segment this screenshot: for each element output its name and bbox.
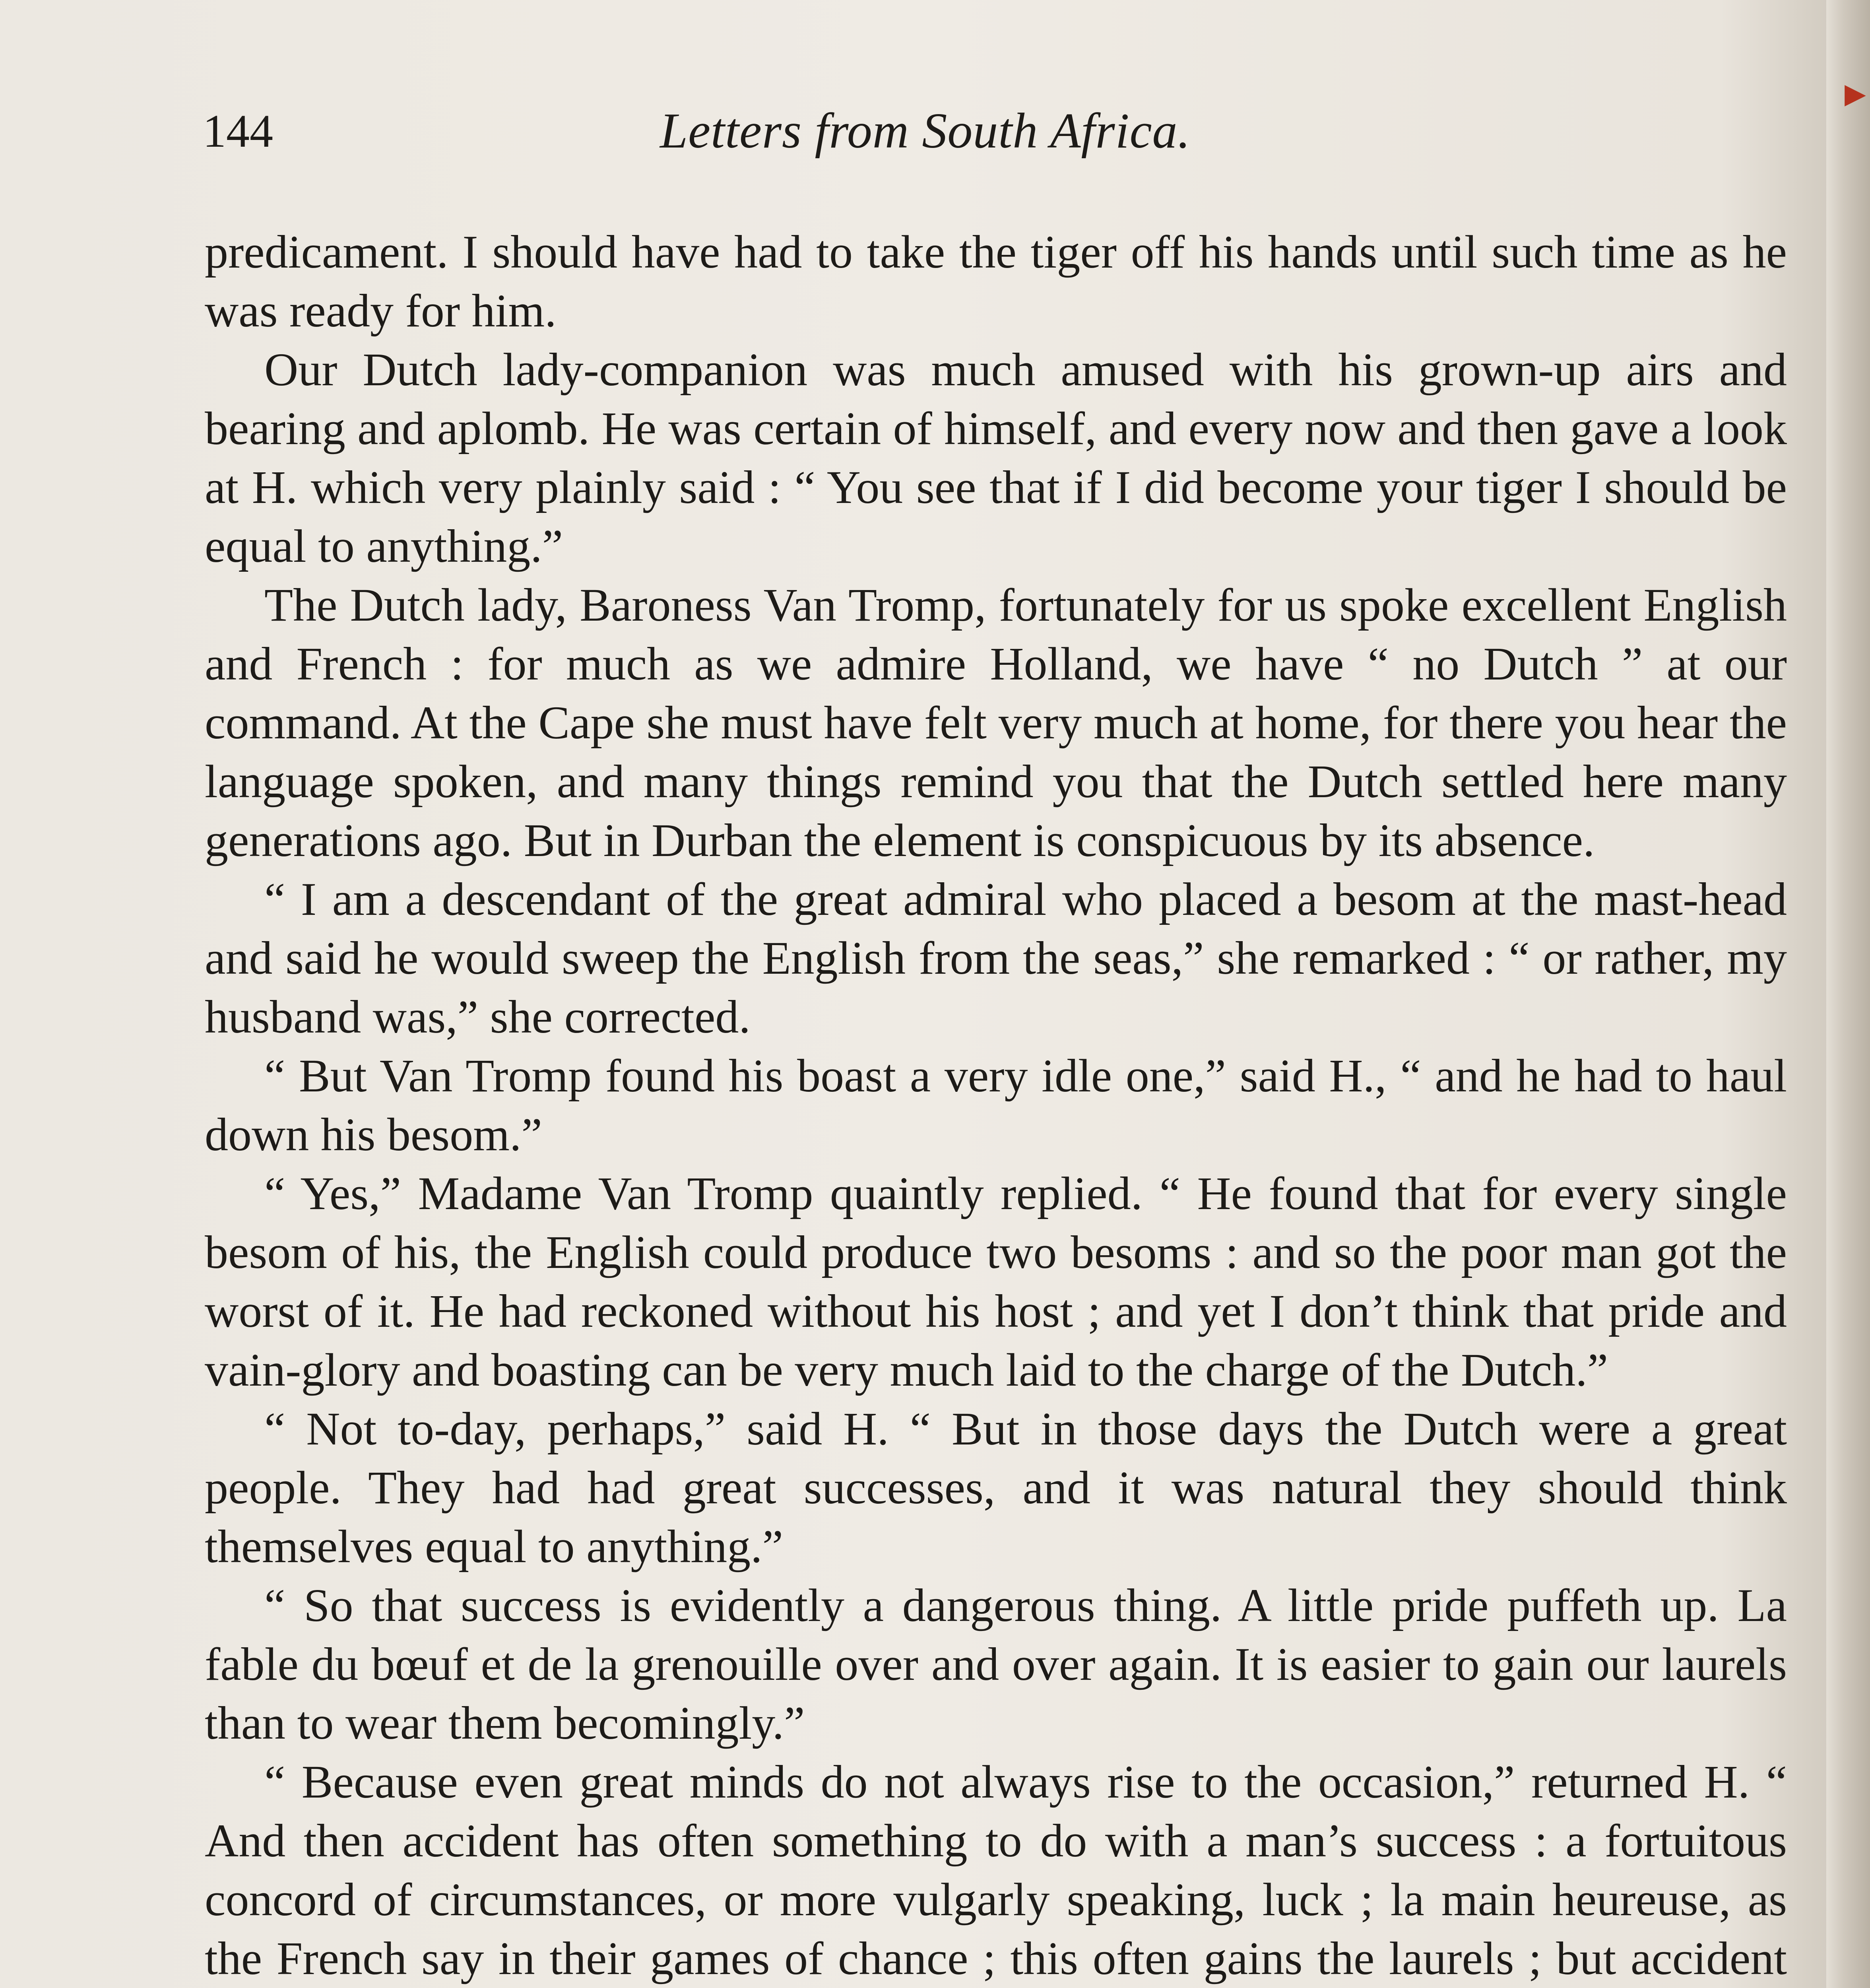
text-block — [205, 223, 1787, 1988]
paragraph: “ Because even great minds do not always rise to the occasion,” returned H. “ And then accident has often something to do with a man’s success : a fortuitous concord of circumstances, or more vulgarly speaking, luck ; la main heureuse, as the French say in their games of chance ; this often gains the laurels ; but accident — [205, 1756, 1787, 1984]
paragraph: “ I am a descendant of the great admiral who placed a besom at the mast-head and said he would sweep the English from the seas,” she remarked : “ or rather, my husband was,” she corrected. — [205, 873, 1787, 1043]
paragraph: predicament. I should have had to take the tiger off his hands until such time as he was ready for him. — [205, 226, 1787, 337]
paragraph: The Dutch lady, Baroness Van Tromp, fortunately for us spoke excellent English and French : for much as we admire Holland, we have “ no Dutch ” at our command. At the Cape she must have felt very much at home, for there you hear the language spoken, and many things remind you that the Dutch settled here many generations ago. But in Durban the element is conspicuous by its absence. — [205, 579, 1787, 866]
paragraph: “ But Van Tromp found his boast a very idle one,” said H., “ and he had to haul down his besom.” — [205, 1050, 1787, 1161]
red-mark-icon: ▶ — [1845, 77, 1866, 110]
running-head — [203, 105, 1737, 157]
margin-marks — [1845, 77, 1866, 110]
page-number: 144 — [203, 105, 273, 157]
paragraph: “ So that success is evidently a dangerous thing. A little pride puffeth up. La fable du bœuf et de la grenouille over and over again. It is easier to gain our laurels than to wear them becomingly.” — [205, 1579, 1787, 1749]
paragraph: Our Dutch lady-companion was much amused with his grown-up airs and bearing and aplomb. He was certain of himself, and every now and then gave a look at H. which very plainly said : “ You see that if I did become your tiger I should be equal to anything.” — [205, 344, 1787, 572]
running-title: Letters from South Africa. — [660, 103, 1191, 159]
paragraph: “ Not to-day, perhaps,” said H. “ But in those days the Dutch were a great people. They had had great successes, and it was natural they should think themselves equal to anything.” — [205, 1403, 1787, 1573]
paragraph: “ Yes,” Madame Van Tromp quaintly replied. “ He found that for every single besom of his, the English could produce two besoms : and so the poor man got the worst of it. He had reckoned without his host ; and yet I don’t think that pride and vain-glory and boasting can be very much laid to the charge of the Dutch.” — [205, 1167, 1787, 1396]
binding-edge — [1826, 0, 1870, 1988]
